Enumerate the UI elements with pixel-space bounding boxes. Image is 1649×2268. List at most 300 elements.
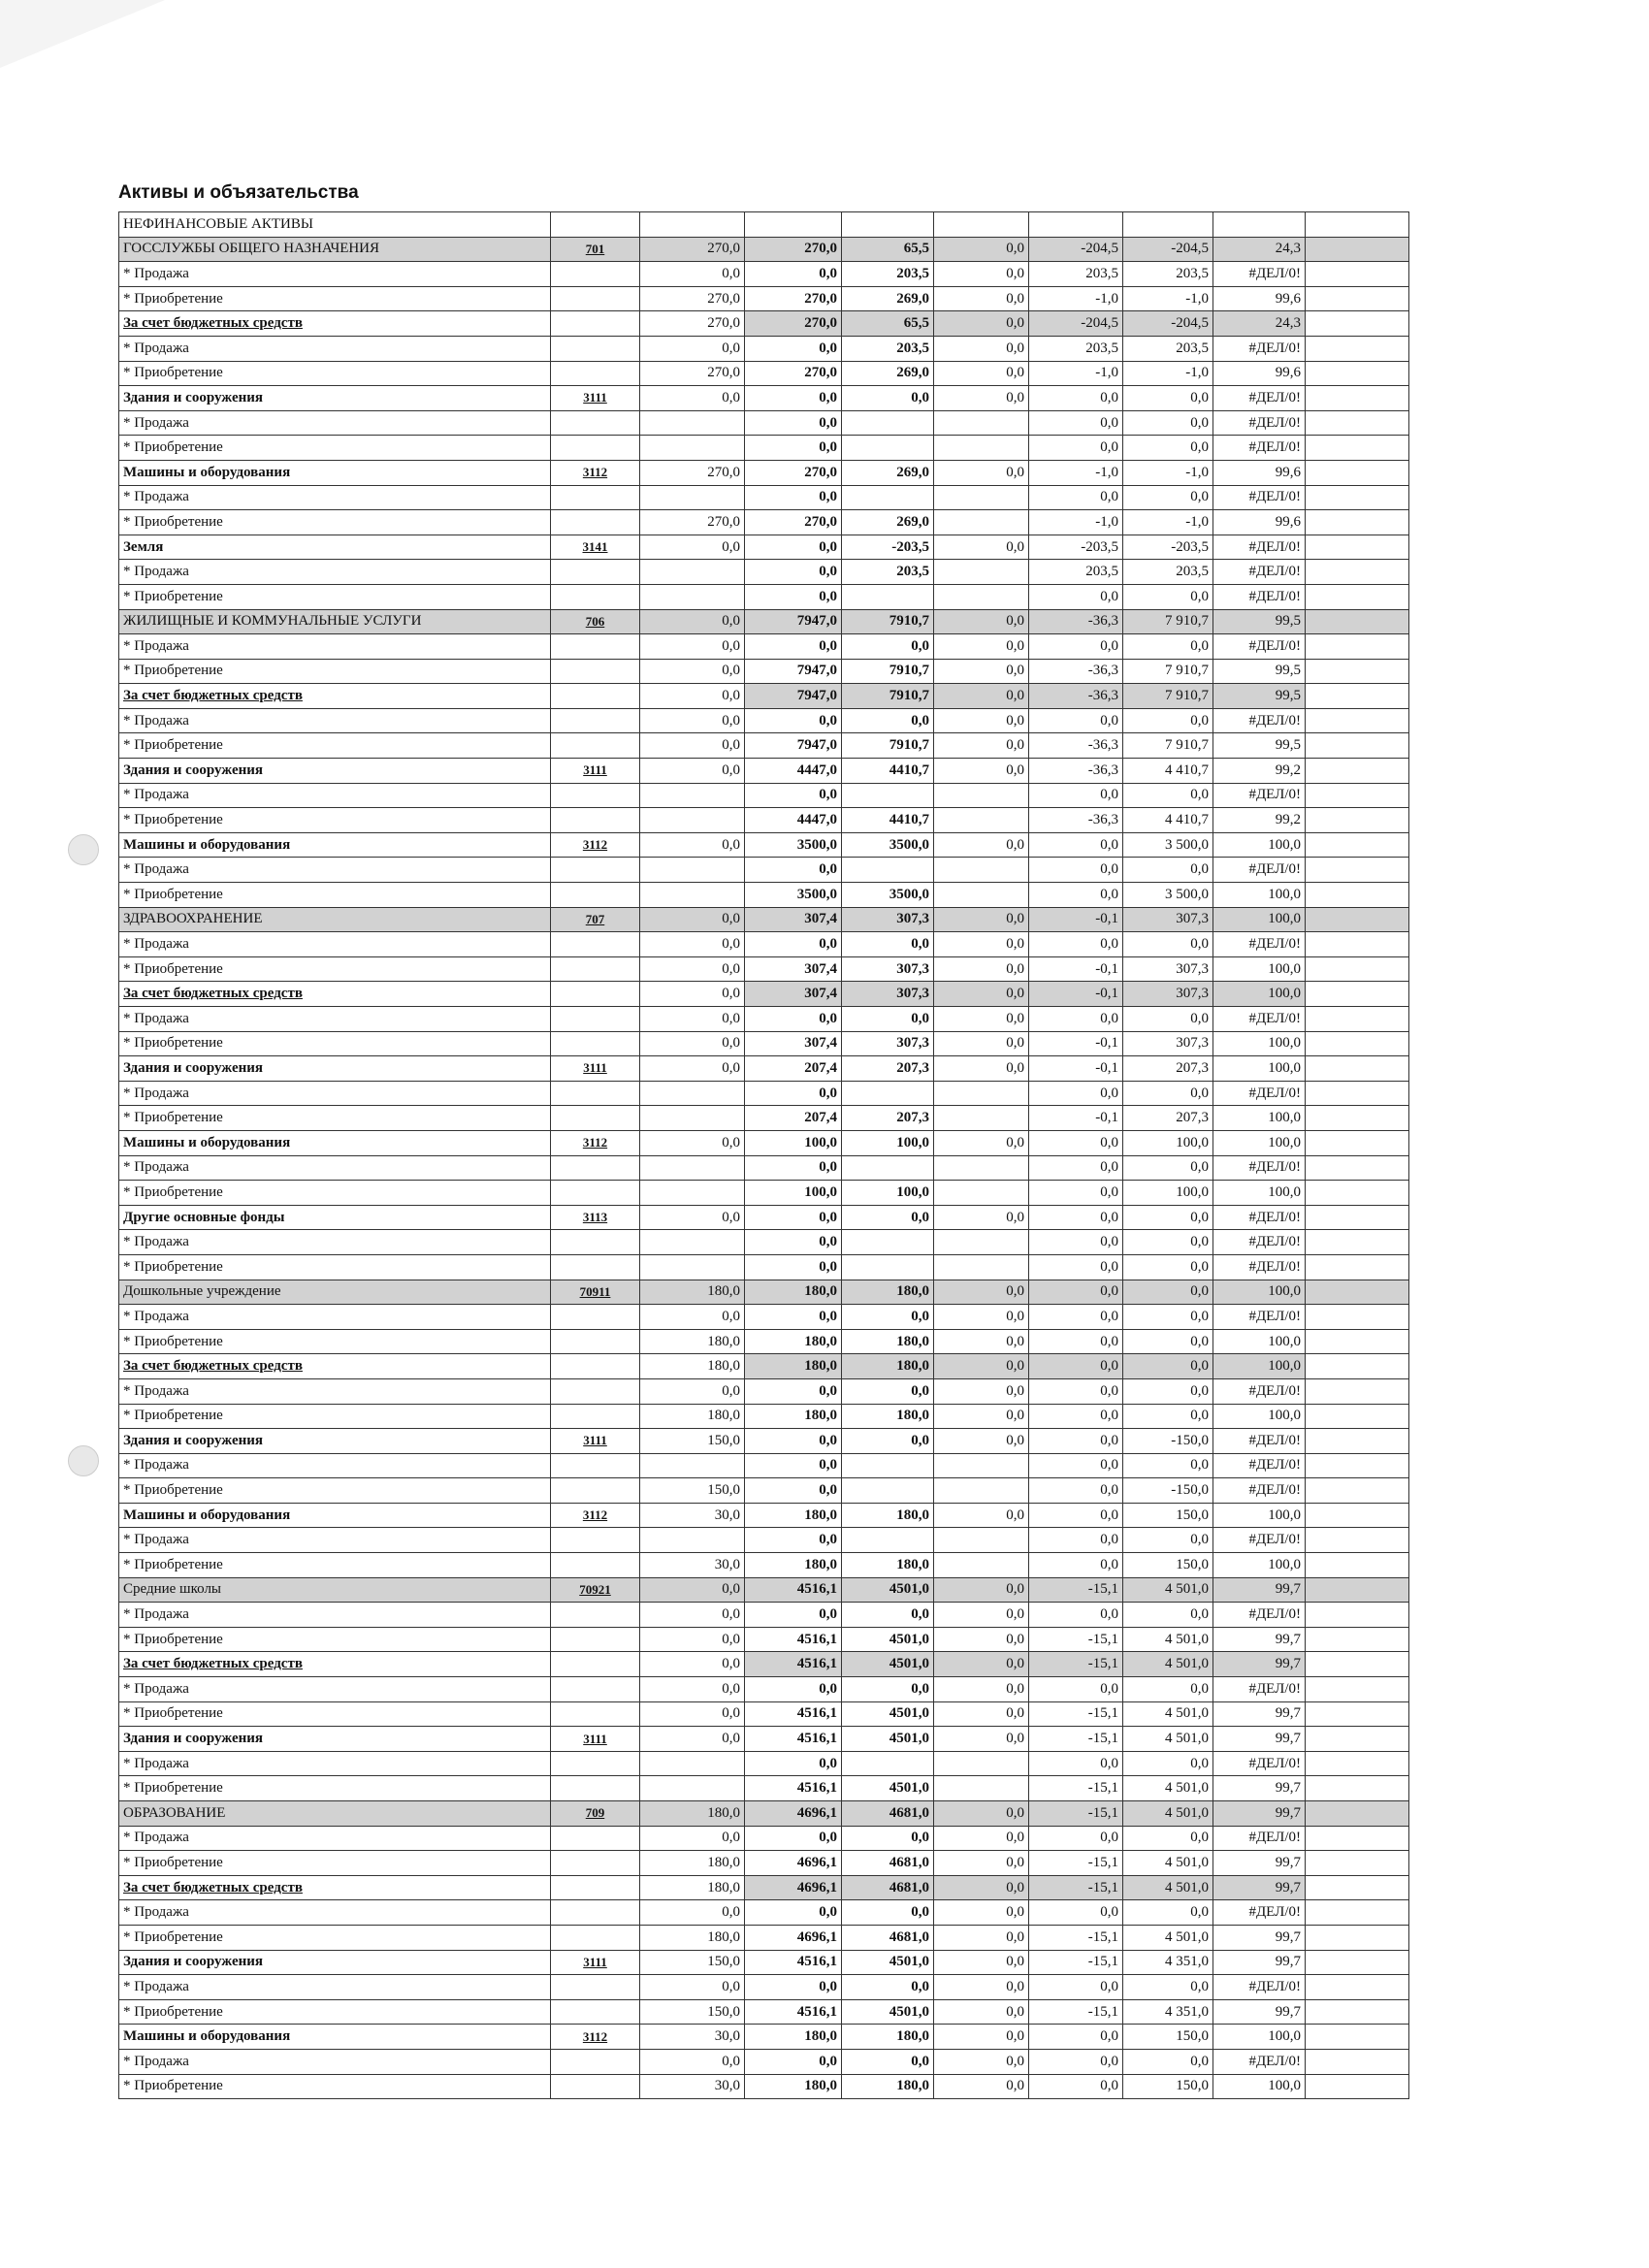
- cell-value: #ДЕЛ/0!: [1213, 1603, 1306, 1628]
- table-row: [119, 1181, 1409, 1206]
- cell-value: 150,0: [1123, 2074, 1213, 2099]
- blank-cell: [1306, 1900, 1409, 1926]
- table-row: [119, 361, 1409, 386]
- cell-value: 0,0: [745, 584, 842, 609]
- cell-value: 65,5: [842, 311, 934, 337]
- cell-value: [640, 883, 745, 908]
- cell-value: 307,3: [1123, 907, 1213, 932]
- cell-value: #ДЕЛ/0!: [1213, 1429, 1306, 1454]
- cell-value: 269,0: [842, 286, 934, 311]
- table-row: [119, 1056, 1409, 1082]
- row-label: * Приобретение: [119, 584, 551, 609]
- cell-value: #ДЕЛ/0!: [1213, 1975, 1306, 2000]
- cell-value: 0,0: [1029, 1181, 1123, 1206]
- cell-value: [640, 212, 745, 238]
- blank-cell: [1306, 1950, 1409, 1975]
- cell-value: 0,0: [934, 1603, 1029, 1628]
- cell-value: 0,0: [640, 1677, 745, 1702]
- cell-value: 4516,1: [745, 1999, 842, 2025]
- row-label: * Приобретение: [119, 733, 551, 759]
- cell-value: 0,0: [934, 1627, 1029, 1652]
- cell-value: 270,0: [745, 311, 842, 337]
- cell-value: -36,3: [1029, 659, 1123, 684]
- cell-value: [842, 212, 934, 238]
- blank-cell: [1306, 956, 1409, 982]
- cell-value: 4501,0: [842, 1701, 934, 1727]
- row-label: За счет бюджетных средств: [119, 684, 551, 709]
- folded-page-corner: [0, 0, 165, 68]
- blank-cell: [1306, 1627, 1409, 1652]
- cell-value: [842, 485, 934, 510]
- blank-cell: [1306, 708, 1409, 733]
- table-row: [119, 1230, 1409, 1255]
- cell-value: 0,0: [934, 1378, 1029, 1404]
- cell-value: 180,0: [842, 1553, 934, 1578]
- cell-value: 307,4: [745, 956, 842, 982]
- cell-value: #ДЕЛ/0!: [1213, 386, 1306, 411]
- row-code: [551, 410, 640, 436]
- cell-value: 270,0: [640, 237, 745, 262]
- cell-value: 307,4: [745, 982, 842, 1007]
- cell-value: 99,7: [1213, 1776, 1306, 1801]
- row-code: [551, 1776, 640, 1801]
- cell-value: 0,0: [1029, 1503, 1123, 1528]
- cell-value: #ДЕЛ/0!: [1213, 932, 1306, 957]
- row-label: Земля: [119, 535, 551, 560]
- cell-value: -203,5: [842, 535, 934, 560]
- cell-value: 180,0: [745, 2025, 842, 2050]
- row-label: Средние школы: [119, 1577, 551, 1603]
- blank-cell: [1306, 1007, 1409, 1032]
- row-label: За счет бюджетных средств: [119, 311, 551, 337]
- row-code: [551, 485, 640, 510]
- row-label: Дошкольные учреждение: [119, 1280, 551, 1305]
- cell-value: 0,0: [640, 1007, 745, 1032]
- cell-value: 269,0: [842, 510, 934, 535]
- cell-value: -1,0: [1029, 460, 1123, 485]
- cell-value: 207,3: [1123, 1106, 1213, 1131]
- cell-value: [934, 485, 1029, 510]
- row-label: * Продажа: [119, 1155, 551, 1181]
- blank-cell: [1306, 1553, 1409, 1578]
- row-label: * Продажа: [119, 634, 551, 660]
- table-row: [119, 1826, 1409, 1851]
- cell-value: 7910,7: [842, 684, 934, 709]
- cell-value: [934, 1155, 1029, 1181]
- cell-value: #ДЕЛ/0!: [1213, 1205, 1306, 1230]
- cell-value: 0,0: [745, 1429, 842, 1454]
- cell-value: -15,1: [1029, 1701, 1123, 1727]
- cell-value: 0,0: [842, 1429, 934, 1454]
- cell-value: 0,0: [934, 286, 1029, 311]
- cell-value: 4 410,7: [1123, 808, 1213, 833]
- row-code: [551, 982, 640, 1007]
- cell-value: 100,0: [745, 1130, 842, 1155]
- cell-value: 0,0: [934, 1950, 1029, 1975]
- row-code: [551, 1378, 640, 1404]
- cell-value: 4501,0: [842, 1652, 934, 1677]
- table-row: [119, 510, 1409, 535]
- cell-value: 100,0: [1213, 907, 1306, 932]
- cell-value: [934, 1181, 1029, 1206]
- cell-value: [640, 1081, 745, 1106]
- cell-value: 3 500,0: [1123, 832, 1213, 858]
- cell-value: 0,0: [1029, 1305, 1123, 1330]
- cell-value: 180,0: [842, 1329, 934, 1354]
- cell-value: 4 501,0: [1123, 1577, 1213, 1603]
- cell-value: 0,0: [934, 1354, 1029, 1379]
- cell-value: 0,0: [640, 832, 745, 858]
- row-label: * Продажа: [119, 708, 551, 733]
- cell-value: #ДЕЛ/0!: [1213, 1254, 1306, 1280]
- cell-value: 0,0: [640, 1603, 745, 1628]
- blank-cell: [1306, 584, 1409, 609]
- cell-value: 99,7: [1213, 1652, 1306, 1677]
- cell-value: 24,3: [1213, 311, 1306, 337]
- cell-value: 0,0: [745, 1528, 842, 1553]
- cell-value: 180,0: [745, 1503, 842, 1528]
- cell-value: 0,0: [934, 1305, 1029, 1330]
- cell-value: [640, 410, 745, 436]
- cell-value: 180,0: [640, 1875, 745, 1900]
- cell-value: 100,0: [1123, 1130, 1213, 1155]
- cell-value: 207,3: [842, 1056, 934, 1082]
- row-code: 706: [551, 609, 640, 634]
- cell-value: 4696,1: [745, 1851, 842, 1876]
- cell-value: 0,0: [640, 1056, 745, 1082]
- table-row: [119, 1577, 1409, 1603]
- blank-cell: [1306, 609, 1409, 634]
- row-label: За счет бюджетных средств: [119, 1354, 551, 1379]
- row-label: * Приобретение: [119, 1925, 551, 1950]
- blank-cell: [1306, 1999, 1409, 2025]
- row-label: Машины и оборудования: [119, 832, 551, 858]
- row-label: ГОССЛУЖБЫ ОБЩЕГО НАЗНАЧЕНИЯ: [119, 237, 551, 262]
- table-row: [119, 1478, 1409, 1504]
- table-row: [119, 982, 1409, 1007]
- cell-value: 99,7: [1213, 1701, 1306, 1727]
- table-row: [119, 386, 1409, 411]
- cell-value: 100,0: [1213, 883, 1306, 908]
- cell-value: 0,0: [934, 237, 1029, 262]
- cell-value: 203,5: [1029, 560, 1123, 585]
- cell-value: 0,0: [745, 1155, 842, 1181]
- cell-value: 0,0: [1123, 1453, 1213, 1478]
- cell-value: -1,0: [1123, 510, 1213, 535]
- cell-value: 0,0: [745, 1378, 842, 1404]
- cell-value: [640, 1230, 745, 1255]
- cell-value: [842, 858, 934, 883]
- cell-value: 4501,0: [842, 1999, 934, 2025]
- row-label: Здания и сооружения: [119, 759, 551, 784]
- cell-value: [934, 510, 1029, 535]
- cell-value: 203,5: [842, 262, 934, 287]
- cell-value: 0,0: [1123, 584, 1213, 609]
- cell-value: 3500,0: [745, 883, 842, 908]
- row-code: [551, 1354, 640, 1379]
- cell-value: 0,0: [934, 634, 1029, 660]
- row-code: 3111: [551, 1727, 640, 1752]
- cell-value: 4 501,0: [1123, 1851, 1213, 1876]
- cell-value: [842, 1155, 934, 1181]
- cell-value: 0,0: [1029, 1826, 1123, 1851]
- cell-value: 0,0: [1123, 485, 1213, 510]
- row-label: * Приобретение: [119, 361, 551, 386]
- cell-value: #ДЕЛ/0!: [1213, 858, 1306, 883]
- row-code: [551, 659, 640, 684]
- cell-value: [842, 410, 934, 436]
- cell-value: #ДЕЛ/0!: [1213, 1478, 1306, 1504]
- cell-value: -0,1: [1029, 1056, 1123, 1082]
- table-row: [119, 1329, 1409, 1354]
- cell-value: 0,0: [1123, 708, 1213, 733]
- table-row: [119, 1900, 1409, 1926]
- cell-value: 269,0: [842, 460, 934, 485]
- row-code: [551, 584, 640, 609]
- table-row: [119, 759, 1409, 784]
- cell-value: 0,0: [640, 907, 745, 932]
- assets-table: [118, 211, 1409, 2099]
- cell-value: -36,3: [1029, 684, 1123, 709]
- row-label: * Приобретение: [119, 659, 551, 684]
- cell-value: -1,0: [1123, 460, 1213, 485]
- cell-value: #ДЕЛ/0!: [1213, 535, 1306, 560]
- cell-value: -36,3: [1029, 609, 1123, 634]
- cell-value: [640, 1453, 745, 1478]
- cell-value: 7 910,7: [1123, 684, 1213, 709]
- cell-value: 0,0: [934, 956, 1029, 982]
- cell-value: 0,0: [934, 1677, 1029, 1702]
- table-row: [119, 460, 1409, 485]
- cell-value: 307,3: [842, 1031, 934, 1056]
- cell-value: 4410,7: [842, 759, 934, 784]
- row-code: 707: [551, 907, 640, 932]
- cell-value: 203,5: [1029, 262, 1123, 287]
- table-row: [119, 584, 1409, 609]
- row-code: [551, 1528, 640, 1553]
- table-row: [119, 1429, 1409, 1454]
- cell-value: 99,5: [1213, 733, 1306, 759]
- row-label: * Приобретение: [119, 1627, 551, 1652]
- row-code: [551, 1627, 640, 1652]
- cell-value: [1123, 212, 1213, 238]
- cell-value: 3500,0: [842, 832, 934, 858]
- cell-value: 100,0: [745, 1181, 842, 1206]
- cell-value: 0,0: [1029, 1280, 1123, 1305]
- table-row: [119, 1627, 1409, 1652]
- cell-value: 0,0: [842, 932, 934, 957]
- cell-value: 0,0: [934, 361, 1029, 386]
- cell-value: -204,5: [1123, 237, 1213, 262]
- row-label: За счет бюджетных средств: [119, 1875, 551, 1900]
- cell-value: 150,0: [640, 1950, 745, 1975]
- row-label: * Продажа: [119, 1826, 551, 1851]
- cell-value: 4410,7: [842, 808, 934, 833]
- cell-value: 0,0: [1029, 2025, 1123, 2050]
- cell-value: 4 410,7: [1123, 759, 1213, 784]
- blank-cell: [1306, 858, 1409, 883]
- cell-value: 0,0: [1029, 1007, 1123, 1032]
- cell-value: #ДЕЛ/0!: [1213, 1751, 1306, 1776]
- row-label: Здания и сооружения: [119, 1429, 551, 1454]
- blank-cell: [1306, 759, 1409, 784]
- row-label: Машины и оборудования: [119, 1503, 551, 1528]
- cell-value: 4 351,0: [1123, 1999, 1213, 2025]
- cell-value: #ДЕЛ/0!: [1213, 1677, 1306, 1702]
- blank-cell: [1306, 1429, 1409, 1454]
- cell-value: 0,0: [842, 1826, 934, 1851]
- row-label: * Продажа: [119, 1528, 551, 1553]
- cell-value: -0,1: [1029, 982, 1123, 1007]
- row-label: Здания и сооружения: [119, 1056, 551, 1082]
- cell-value: 30,0: [640, 1503, 745, 1528]
- blank-cell: [1306, 286, 1409, 311]
- cell-value: 0,0: [745, 932, 842, 957]
- table-row: [119, 609, 1409, 634]
- cell-value: 0,0: [1029, 883, 1123, 908]
- cell-value: 0,0: [1123, 783, 1213, 808]
- table-row: [119, 1727, 1409, 1752]
- cell-value: 0,0: [934, 386, 1029, 411]
- table-row: [119, 1453, 1409, 1478]
- cell-value: -1,0: [1029, 361, 1123, 386]
- cell-value: 0,0: [842, 634, 934, 660]
- cell-value: 99,5: [1213, 609, 1306, 634]
- cell-value: 0,0: [934, 1801, 1029, 1827]
- cell-value: 0,0: [934, 708, 1029, 733]
- table-row: [119, 1701, 1409, 1727]
- cell-value: 4447,0: [745, 808, 842, 833]
- cell-value: [934, 1453, 1029, 1478]
- cell-value: 0,0: [934, 1900, 1029, 1926]
- blank-cell: [1306, 1230, 1409, 1255]
- row-label: * Приобретение: [119, 1701, 551, 1727]
- table-row: [119, 1851, 1409, 1876]
- row-label: * Приобретение: [119, 956, 551, 982]
- row-code: 3111: [551, 1056, 640, 1082]
- cell-value: 4 501,0: [1123, 1727, 1213, 1752]
- row-code: 3111: [551, 386, 640, 411]
- table-row: [119, 1155, 1409, 1181]
- cell-value: [1029, 212, 1123, 238]
- cell-value: 270,0: [745, 361, 842, 386]
- cell-value: 4696,1: [745, 1875, 842, 1900]
- blank-cell: [1306, 1155, 1409, 1181]
- cell-value: 0,0: [640, 1378, 745, 1404]
- cell-value: 0,0: [1029, 1603, 1123, 1628]
- cell-value: [934, 1776, 1029, 1801]
- cell-value: [842, 1254, 934, 1280]
- row-code: [551, 1181, 640, 1206]
- cell-value: 3500,0: [745, 832, 842, 858]
- table-row: [119, 634, 1409, 660]
- table-row: [119, 1950, 1409, 1975]
- cell-value: 4681,0: [842, 1851, 934, 1876]
- cell-value: 0,0: [745, 262, 842, 287]
- blank-cell: [1306, 982, 1409, 1007]
- table-row: [119, 535, 1409, 560]
- cell-value: 0,0: [1029, 1453, 1123, 1478]
- blank-cell: [1306, 1776, 1409, 1801]
- cell-value: 0,0: [745, 1453, 842, 1478]
- cell-value: 30,0: [640, 2074, 745, 2099]
- blank-cell: [1306, 1181, 1409, 1206]
- cell-value: 0,0: [1123, 436, 1213, 461]
- row-code: [551, 1975, 640, 2000]
- row-code: [551, 634, 640, 660]
- cell-value: 0,0: [745, 1603, 842, 1628]
- cell-value: 150,0: [640, 1999, 745, 2025]
- cell-value: -15,1: [1029, 1851, 1123, 1876]
- row-label: * Приобретение: [119, 510, 551, 535]
- table-row: [119, 2074, 1409, 2099]
- row-code: [551, 1478, 640, 1504]
- cell-value: -150,0: [1123, 1478, 1213, 1504]
- cell-value: [745, 212, 842, 238]
- cell-value: 0,0: [934, 1007, 1029, 1032]
- row-code: [551, 560, 640, 585]
- cell-value: 0,0: [1029, 634, 1123, 660]
- table-row: [119, 560, 1409, 585]
- cell-value: 270,0: [640, 460, 745, 485]
- cell-value: 0,0: [640, 262, 745, 287]
- row-label: Машины и оборудования: [119, 2025, 551, 2050]
- row-label: * Приобретение: [119, 1776, 551, 1801]
- cell-value: 100,0: [1213, 982, 1306, 1007]
- blank-cell: [1306, 510, 1409, 535]
- cell-value: 0,0: [1029, 783, 1123, 808]
- cell-value: 180,0: [640, 1404, 745, 1429]
- cell-value: 203,5: [1029, 336, 1123, 361]
- cell-value: #ДЕЛ/0!: [1213, 584, 1306, 609]
- cell-value: [640, 436, 745, 461]
- blank-cell: [1306, 262, 1409, 287]
- row-label: * Приобретение: [119, 1999, 551, 2025]
- cell-value: 270,0: [745, 237, 842, 262]
- cell-value: 4516,1: [745, 1652, 842, 1677]
- row-code: [551, 684, 640, 709]
- blank-cell: [1306, 237, 1409, 262]
- cell-value: #ДЕЛ/0!: [1213, 708, 1306, 733]
- row-code: [551, 1453, 640, 1478]
- cell-value: [934, 1230, 1029, 1255]
- row-code: [551, 1925, 640, 1950]
- blank-cell: [1306, 1727, 1409, 1752]
- row-code: 3112: [551, 460, 640, 485]
- blank-cell: [1306, 634, 1409, 660]
- cell-value: -15,1: [1029, 1801, 1123, 1827]
- cell-value: [640, 783, 745, 808]
- row-code: [551, 361, 640, 386]
- row-label: * Продажа: [119, 1081, 551, 1106]
- cell-value: 0,0: [934, 1851, 1029, 1876]
- cell-value: 0,0: [1123, 1354, 1213, 1379]
- blank-cell: [1306, 1205, 1409, 1230]
- cell-value: 100,0: [1213, 1503, 1306, 1528]
- cell-value: 0,0: [1029, 2049, 1123, 2074]
- cell-value: 0,0: [745, 1478, 842, 1504]
- blank-cell: [1306, 1503, 1409, 1528]
- cell-value: 0,0: [745, 1007, 842, 1032]
- cell-value: 0,0: [640, 609, 745, 634]
- cell-value: 99,6: [1213, 460, 1306, 485]
- cell-value: 100,0: [1123, 1181, 1213, 1206]
- cell-value: 0,0: [934, 1701, 1029, 1727]
- cell-value: 100,0: [1213, 1106, 1306, 1131]
- row-code: [551, 336, 640, 361]
- cell-value: 0,0: [640, 1205, 745, 1230]
- blank-cell: [1306, 560, 1409, 585]
